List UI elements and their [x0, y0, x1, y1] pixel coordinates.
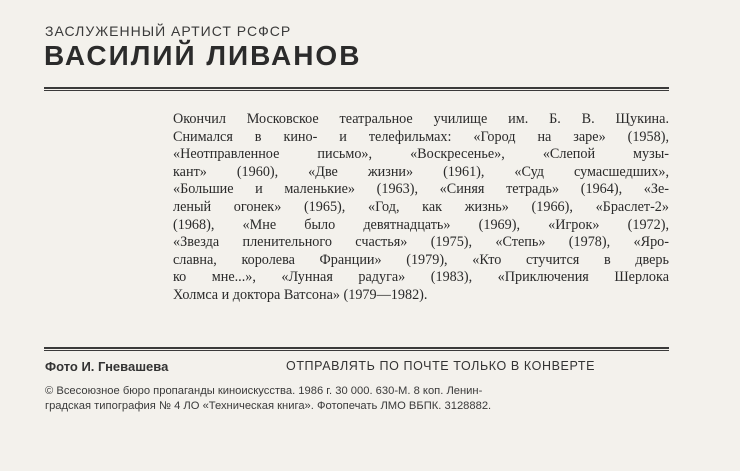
bio-text [173, 111, 669, 305]
top-rule [44, 87, 669, 91]
bio-line: кант» (1960), «Две жизни» (1961), «Суд сумасшедших», [173, 163, 669, 180]
imprint [45, 384, 669, 414]
bio-line: леный огонек» (1965), «Год, как жизнь» (1966), «Браслет-2» [173, 198, 669, 215]
bottom-rule [44, 347, 669, 351]
bio-line: Снимался в кино- и телефильмах: «Город на заре» (1958), [173, 128, 669, 145]
title: ВАСИЛИЙ ЛИВАНОВ [44, 40, 362, 71]
bio-line: «Неотправленное письмо», «Воскресенье», «Слепой музы- [173, 146, 669, 163]
bio-line: Холмса и доктора Ватсона» (1979—1982). [173, 286, 428, 303]
bio-line: «Звезда пленительного счастья» (1975), «Степь» (1978), «Яро- [173, 234, 669, 251]
mail-note: ОТПРАВЛЯТЬ ПО ПОЧТЕ ТОЛЬКО В КОНВЕРТЕ [286, 359, 596, 373]
subtitle: ЗАСЛУЖЕННЫЙ АРТИСТ РСФСР [45, 23, 292, 39]
photo-credit: Фото И. Гневашева [45, 359, 169, 374]
imprint-line: © Всесоюзное бюро пропаганды киноискусства. 1986 г. 30 000. 630-М. 8 коп. Ленин- [45, 385, 483, 397]
bio-line: «Большие и маленькие» (1963), «Синяя тетрадь» (1964), «Зе- [173, 181, 669, 198]
bio-line: славна, королева Франции» (1979), «Кто стучится в дверь [173, 251, 669, 268]
bio-line: (1968), «Мне было девятнадцать» (1969), «Игрок» (1972), [173, 216, 669, 233]
bio-line: ко мне...», «Лунная радуга» (1983), «Приключения Шерлока [173, 269, 669, 286]
imprint-line: градская типография № 4 ЛО «Техническая книга». Фотопечать ЛМО ВБПК. 3128882. [45, 400, 492, 412]
bio-line: Окончил Московское театральное училище им. Б. В. Щукина. [173, 111, 669, 127]
